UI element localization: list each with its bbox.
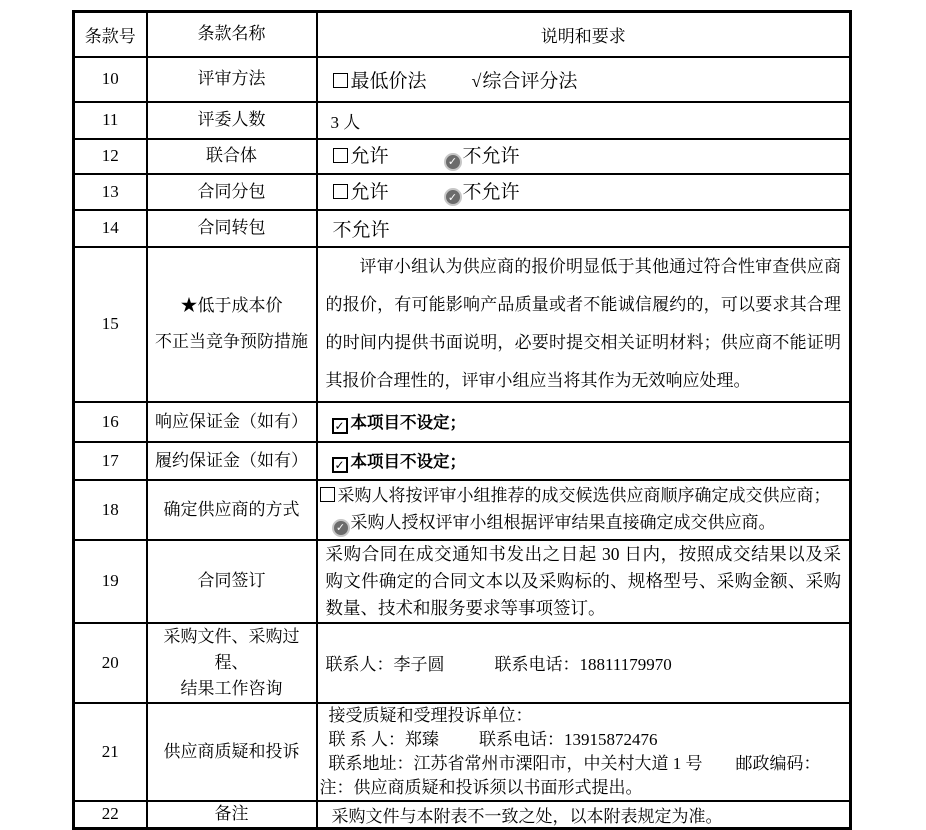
clause-number: 10 bbox=[74, 57, 147, 102]
complaint-contact-line bbox=[320, 728, 848, 752]
clause-number: 17 bbox=[74, 442, 147, 480]
table-row bbox=[74, 402, 851, 442]
table-row bbox=[74, 623, 851, 703]
option-label: 不允许 bbox=[462, 146, 520, 168]
contact-address: 联系地址：江苏省常州市溧阳市，中关村大道 1 号 bbox=[328, 753, 703, 773]
clause-number: 11 bbox=[74, 102, 147, 139]
contact-phone: 联系电话：13915872476 bbox=[479, 729, 658, 749]
clause-description: 3 人 bbox=[317, 102, 851, 139]
clause-name bbox=[147, 247, 317, 402]
contact-person: 联 系 人：郑臻 bbox=[328, 729, 439, 749]
option-allowed bbox=[333, 182, 389, 203]
checkbox-unchecked-icon bbox=[333, 148, 348, 163]
clause-description bbox=[317, 442, 851, 480]
clause-name: 确定供应商的方式 bbox=[147, 480, 317, 540]
clause-name-line1: ★低于成本价 bbox=[180, 296, 283, 315]
clause-description bbox=[317, 623, 851, 703]
table-row bbox=[74, 480, 851, 540]
table-row bbox=[74, 442, 851, 480]
checkbox-unchecked-icon bbox=[320, 487, 335, 502]
clause-number: 18 bbox=[74, 480, 147, 540]
table-row bbox=[74, 247, 851, 402]
clause-paragraph: 采购合同在成交通知书发出之日起 30 日内，按照成交结果以及采购文件确定的合同文本以及采购标的、规格型号、采购金额、采购数量、技术和服务要求等事项签订。 bbox=[325, 543, 841, 618]
clause-name-line1: 采购文件、采购过程、 bbox=[163, 626, 300, 672]
table-row bbox=[74, 102, 851, 139]
clause-name: 响应保证金（如有） bbox=[147, 402, 317, 442]
option-label: 采购人授权评审小组根据评审结果直接确定成交供应商。 bbox=[350, 513, 776, 533]
clause-name: 合同分包 bbox=[147, 174, 317, 210]
clause-description: 不允许 bbox=[317, 210, 851, 247]
clause-name: 联合体 bbox=[147, 139, 317, 174]
clause-number: 13 bbox=[74, 174, 147, 210]
clause-table bbox=[72, 10, 852, 830]
clause-number: 22 bbox=[74, 801, 147, 829]
clause-name: 供应商质疑和投诉 bbox=[147, 703, 317, 801]
table-row bbox=[74, 801, 851, 829]
option-label: 允许 bbox=[350, 181, 389, 203]
option-authorize-panel bbox=[320, 509, 848, 537]
clause-number: 16 bbox=[74, 402, 147, 442]
check-mark-icon: √ bbox=[471, 70, 482, 91]
clause-name: 备注 bbox=[147, 801, 317, 829]
header-clause-number: 条款号 bbox=[74, 12, 147, 57]
table-row bbox=[74, 210, 851, 247]
postal-code-label: 邮政编码： bbox=[735, 753, 821, 773]
contact-phone: 联系电话：18811179970 bbox=[494, 655, 672, 674]
option-label: 本项目不设定； bbox=[350, 453, 466, 471]
option-label: 综合评分法 bbox=[482, 70, 578, 92]
circle-check-icon: ✓ bbox=[444, 153, 462, 171]
option-label: 采购人将按评审小组推荐的成交候选供应商顺序确定成交供应商； bbox=[337, 486, 831, 506]
clause-description bbox=[317, 480, 851, 540]
header-description: 说明和要求 bbox=[317, 12, 851, 57]
clause-description bbox=[317, 402, 851, 442]
clause-number: 14 bbox=[74, 210, 147, 247]
clause-description bbox=[317, 174, 851, 210]
option-comprehensive-scoring bbox=[472, 71, 578, 92]
clause-number: 19 bbox=[74, 540, 147, 623]
option-not-allowed bbox=[444, 182, 520, 203]
option-lowest-price bbox=[333, 71, 427, 92]
complaint-unit-line: 接受质疑和受理投诉单位： bbox=[328, 705, 533, 725]
option-label: 本项目不设定； bbox=[350, 414, 466, 432]
clause-description: 采购文件与本附表不一致之处，以本附表规定为准。 bbox=[317, 801, 851, 829]
clause-description bbox=[317, 247, 851, 402]
contact-person: 联系人：李子圆 bbox=[325, 655, 445, 674]
checkbox-checked-icon: ✓ bbox=[332, 418, 348, 434]
clause-name-line2: 不正当竞争预防措施 bbox=[155, 332, 308, 351]
option-ranked-candidates bbox=[320, 482, 848, 509]
clause-description bbox=[317, 703, 851, 801]
table-row bbox=[74, 139, 851, 174]
option-not-allowed bbox=[444, 146, 520, 167]
table-row bbox=[74, 540, 851, 623]
clause-paragraph: 评审小组认为供应商的报价明显低于其他通过符合性审查供应商的报价，有可能影响产品质量或者不能诚信履约的，可以要求其合理的时间内提供书面说明，必要时提交相关证明材料；供应商不能证明其报价合理性的，评审小组应当将其作为无效响应处理。 bbox=[325, 257, 841, 390]
clause-number: 12 bbox=[74, 139, 147, 174]
table-row bbox=[74, 703, 851, 801]
header-clause-name: 条款名称 bbox=[147, 12, 317, 57]
clause-number: 15 bbox=[74, 247, 147, 402]
clause-number: 20 bbox=[74, 623, 147, 703]
circle-check-icon: ✓ bbox=[332, 519, 350, 537]
clause-name: 合同签订 bbox=[147, 540, 317, 623]
option-label: 最低价法 bbox=[350, 70, 427, 92]
checkbox-unchecked-icon bbox=[333, 184, 348, 199]
clause-name: 评委人数 bbox=[147, 102, 317, 139]
clause-name-line2: 结果工作咨询 bbox=[180, 678, 283, 698]
table-row bbox=[74, 174, 851, 210]
option-allowed bbox=[333, 146, 389, 167]
header-row bbox=[74, 12, 851, 57]
checkbox-checked-icon: ✓ bbox=[332, 457, 348, 473]
checkbox-unchecked-icon bbox=[333, 73, 348, 88]
clause-description bbox=[317, 139, 851, 174]
clause-name bbox=[147, 623, 317, 703]
circle-check-icon: ✓ bbox=[444, 188, 462, 206]
clause-description bbox=[317, 540, 851, 623]
table-row bbox=[74, 57, 851, 102]
complaint-address-line bbox=[320, 752, 848, 776]
clause-name: 合同转包 bbox=[147, 210, 317, 247]
complaint-note-line: 注：供应商质疑和投诉须以书面形式提出。 bbox=[319, 777, 643, 797]
clause-number: 21 bbox=[74, 703, 147, 801]
option-label: 允许 bbox=[350, 146, 389, 168]
clause-name: 履约保证金（如有） bbox=[147, 442, 317, 480]
option-label: 不允许 bbox=[462, 181, 520, 203]
clause-description bbox=[317, 57, 851, 102]
clause-name: 评审方法 bbox=[147, 57, 317, 102]
